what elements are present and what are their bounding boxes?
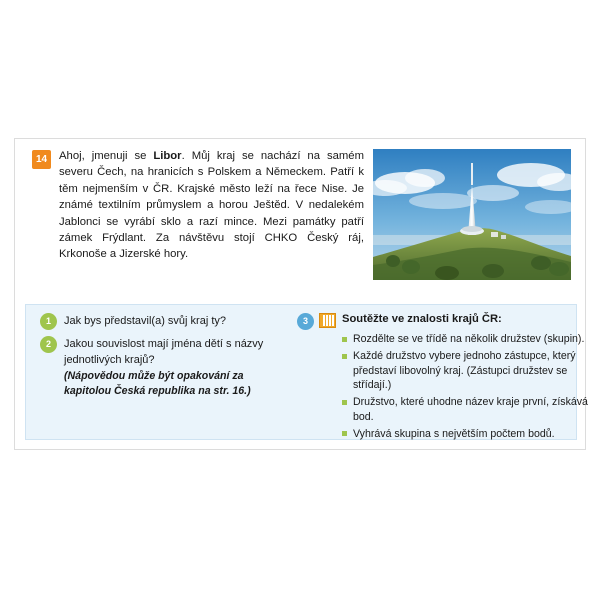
list-item: Družstvo, které uhodne název kraje první, získává bod. [342,395,594,424]
activity-title: Soutěžte ve znalosti krajů ČR: [342,313,502,325]
list-item: Vyhrává skupina s největším počtem bodů. [342,427,594,442]
list-item: Každé družstvo vybere jednoho zástupce, který představí libovolný kraj. (Zástupci družstev se střídají.) [342,349,594,393]
game-board-icon [319,313,336,328]
section-number-badge: 14 [32,150,51,169]
question-2-number: 2 [40,336,57,353]
activity-panel [25,304,588,440]
intro-section [15,139,587,299]
question-2-text: Jakou souvislost mají jména dětí s názvy jednotlivých krajů? [64,338,264,366]
question-1-text: Jak bys představil(a) svůj kraj ty? [64,315,226,327]
list-item: Rozdělte se ve třídě na několik družstev (skupin). [342,332,594,347]
activity-number: 3 [297,313,314,330]
activity-rules-list [342,332,594,444]
photo-illustration [373,149,571,280]
lesson-card [14,138,586,450]
jested-photo [373,149,571,280]
question-1-number: 1 [40,313,57,330]
intro-paragraph: Ahoj, jmenuji se Libor. Můj kraj se nachází na samém severu Čech, na hranicích s Polskem a Německem. Patří k těm nejmenším v ČR. Krajské město leží na řece Nise. Je známé textilním průmyslem a horou Ještěd. V nedalekém Jablonci se vyrábí sklo a razí mince. Mezi památky patří zámek Frýdlant. Za návštěvu stojí CHKO Český ráj, Krkonoše a Jizerské hory. [59,150,364,261]
question-2-hint: (Nápovědou může být opakování za kapitolou Česká republika na str. 16.) [64,370,251,397]
